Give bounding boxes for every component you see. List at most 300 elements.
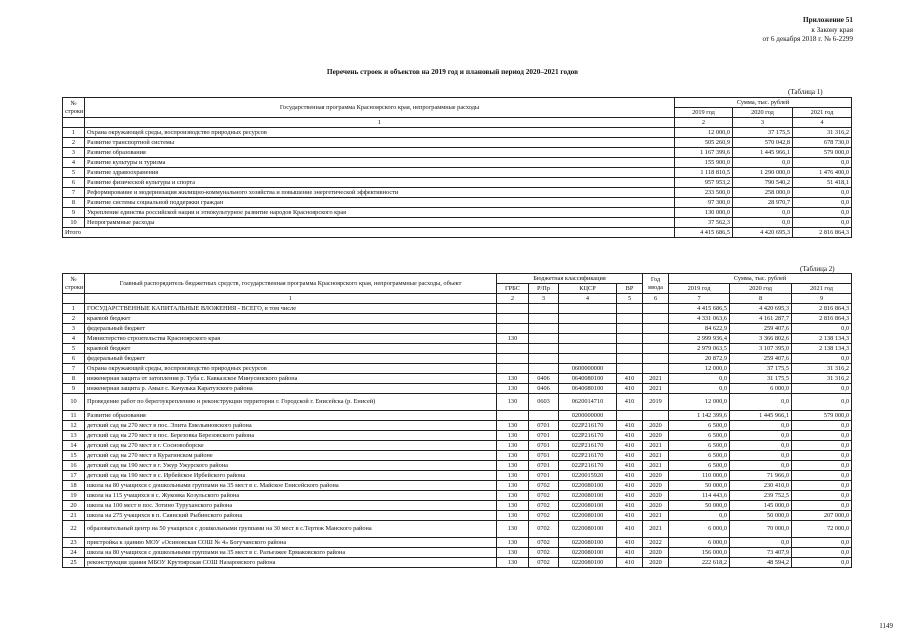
vr-code: 410	[617, 471, 643, 481]
table2-row	[63, 304, 852, 314]
row-number: 19	[63, 491, 85, 501]
row-name: детский сад на 190 мест в г. Ужур Ужурского района	[85, 461, 497, 471]
value-2019: 1 142 399,6	[669, 411, 730, 421]
value-2019: 1 167 399,6	[675, 148, 733, 158]
value-2019: 37 562,3	[675, 218, 733, 228]
value-2020: 0,0	[730, 538, 792, 548]
kcsr-code: 0220080100	[559, 481, 617, 491]
year-of-commission: 2020	[643, 481, 669, 491]
row-number: 6	[63, 354, 85, 364]
value-2021: 2 816 864,3	[792, 314, 852, 324]
kcsr-code: 022P216170	[559, 441, 617, 451]
value-2019: 97 300,0	[675, 198, 733, 208]
value-2020: 50 000,0	[730, 511, 792, 521]
table2-row	[63, 461, 852, 471]
row-name: Непрограммные расходы	[85, 218, 675, 228]
kcsr-code	[559, 344, 617, 354]
vr-code	[617, 304, 643, 314]
grbs-code: 130	[497, 491, 529, 501]
table2-row	[63, 421, 852, 431]
grbs-code: 130	[497, 441, 529, 451]
value-2020: 0,0	[730, 461, 792, 471]
table2-header-year: Год ввода	[643, 274, 669, 294]
row-name: Развитие образования	[85, 148, 675, 158]
value-2020: 259 407,6	[730, 324, 792, 334]
value-2019: 20 872,9	[669, 354, 730, 364]
row-number: 14	[63, 441, 85, 451]
rzpr-code	[529, 334, 559, 344]
value-2020: 1 445 966,1	[730, 411, 792, 421]
table2-header-2021: 2021 год	[792, 284, 852, 294]
row-number: 4	[63, 158, 85, 168]
rzpr-code: 0603	[529, 394, 559, 411]
row-name: детский сад на 270 мест в пос. Березовка Березовского района	[85, 431, 497, 441]
rzpr-code: 0406	[529, 384, 559, 394]
value-2019: 155 900,0	[675, 158, 733, 168]
year-of-commission: 2021	[643, 384, 669, 394]
row-name: федеральный бюджет	[85, 354, 497, 364]
value-2021: 0,0	[793, 198, 852, 208]
row-name: Министерство строительства Красноярского края	[85, 334, 497, 344]
value-2019: 6 500,0	[669, 431, 730, 441]
kcsr-code: 0620014710	[559, 394, 617, 411]
row-name: Укрепление единства российской нации и этнокультурное развитие народов Красноярского края	[85, 208, 675, 218]
kcsr-code: 0600000000	[559, 364, 617, 374]
table1-row	[63, 198, 852, 208]
value-2019: 114 443,6	[669, 491, 730, 501]
value-2020: 37 175,5	[730, 364, 792, 374]
table1-row	[63, 158, 852, 168]
row-number: 5	[63, 168, 85, 178]
kcsr-code	[559, 334, 617, 344]
rzpr-code: 0406	[529, 374, 559, 384]
value-2020: 4 161 287,7	[730, 314, 792, 324]
row-name: федеральный бюджет	[85, 324, 497, 334]
value-2021: 207 000,0	[792, 511, 852, 521]
value-2020: 31 175,5	[730, 374, 792, 384]
table2-colnum: 4	[559, 294, 617, 304]
row-number: 15	[63, 451, 85, 461]
grbs-code: 130	[497, 521, 529, 538]
value-2019: 50 000,0	[669, 501, 730, 511]
value-2019: 0,0	[669, 374, 730, 384]
vr-code: 410	[617, 441, 643, 451]
year-of-commission: 2021	[643, 451, 669, 461]
value-2020: 6 000,0	[730, 384, 792, 394]
row-name: Развитие системы социальной поддержки граждан	[85, 198, 675, 208]
table1-row	[63, 128, 852, 138]
year-of-commission	[643, 354, 669, 364]
value-2021: 579 000,0	[793, 148, 852, 158]
value-2021: 0,0	[792, 384, 852, 394]
value-2020: 37 175,5	[733, 128, 793, 138]
table2-header-sum: Сумма, тыс. рублей	[669, 274, 852, 284]
row-number: 17	[63, 471, 85, 481]
value-2019: 2 979 063,5	[669, 344, 730, 354]
row-number: 5	[63, 344, 85, 354]
appendix-label: Приложение 51	[803, 16, 853, 24]
row-name: школа на 80 учащихся с дошкольными группами на 35 мест в с. Майское Енисейского района	[85, 481, 497, 491]
table2-row	[63, 491, 852, 501]
year-of-commission	[643, 304, 669, 314]
table2-header-name: Главный распорядитель бюджетных средств, государственная программа Красноярского края, непрограммные расходы, объект	[85, 274, 497, 294]
table2-row	[63, 538, 852, 548]
grbs-code: 130	[497, 394, 529, 411]
year-of-commission	[643, 411, 669, 421]
value-2019: 12 000,0	[675, 128, 733, 138]
value-2020: 73 407,9	[730, 548, 792, 558]
grbs-code	[497, 411, 529, 421]
table2-header-rzpr: Р/Пр	[529, 284, 559, 294]
row-number: 23	[63, 538, 85, 548]
rzpr-code: 0701	[529, 451, 559, 461]
grbs-code: 130	[497, 374, 529, 384]
table2-row	[63, 364, 852, 374]
value-2021: 2 138 134,3	[792, 344, 852, 354]
grbs-code	[497, 314, 529, 324]
row-number: 4	[63, 334, 85, 344]
vr-code: 410	[617, 521, 643, 538]
table2-row	[63, 441, 852, 451]
table1	[62, 97, 852, 238]
value-2020: 3 107 395,0	[730, 344, 792, 354]
value-2020: 259 407,6	[730, 354, 792, 364]
value-2019: 6 000,0	[669, 521, 730, 538]
table2-colnum: 1	[85, 294, 497, 304]
value-2021: 31 316,2	[792, 364, 852, 374]
row-number: 20	[63, 501, 85, 511]
table2-row	[63, 334, 852, 344]
vr-code	[617, 334, 643, 344]
kcsr-code	[559, 314, 617, 324]
grbs-code: 130	[497, 481, 529, 491]
value-2021: 0,0	[792, 461, 852, 471]
grbs-code: 130	[497, 501, 529, 511]
year-of-commission: 2019	[643, 394, 669, 411]
vr-code: 410	[617, 374, 643, 384]
row-number: 24	[63, 548, 85, 558]
grbs-code	[497, 364, 529, 374]
row-number: 3	[63, 148, 85, 158]
value-2021: 0,0	[792, 451, 852, 461]
table2	[62, 273, 852, 568]
row-number: 8	[63, 198, 85, 208]
value-2021: 31 316,2	[793, 128, 852, 138]
row-name: Охрана окружающей среды, воспроизводство природных ресурсов	[85, 128, 675, 138]
value-2020: 48 594,2	[730, 558, 792, 568]
rzpr-code: 0701	[529, 461, 559, 471]
kcsr-code: 0220080100	[559, 538, 617, 548]
year-of-commission: 2020	[643, 471, 669, 481]
total-v3: 2 816 864,3	[793, 228, 852, 238]
row-number: 13	[63, 431, 85, 441]
vr-code	[617, 411, 643, 421]
row-number: 12	[63, 421, 85, 431]
table2-row	[63, 451, 852, 461]
year-of-commission	[643, 314, 669, 324]
table2-row	[63, 344, 852, 354]
row-name: краевой бюджет	[85, 314, 497, 324]
value-2021: 0,0	[793, 208, 852, 218]
table2-colnum: 2	[497, 294, 529, 304]
value-2020: 0,0	[730, 394, 792, 411]
table1-colnum: 2	[675, 118, 733, 128]
table1-header-2020: 2020 год	[733, 108, 793, 118]
row-name: Развитие культуры и туризма	[85, 158, 675, 168]
table1-row	[63, 148, 852, 158]
rzpr-code	[529, 344, 559, 354]
row-name: инженерная защита р. Амыл с. Качулька Каратузского района	[85, 384, 497, 394]
table2-header-grbs: ГРБС	[497, 284, 529, 294]
kcsr-code	[559, 354, 617, 364]
row-number: 22	[63, 521, 85, 538]
rzpr-code	[529, 314, 559, 324]
value-2019: 156 000,0	[669, 548, 730, 558]
vr-code: 410	[617, 384, 643, 394]
rzpr-code: 0702	[529, 501, 559, 511]
value-2019: 110 000,0	[669, 471, 730, 481]
year-of-commission: 2021	[643, 441, 669, 451]
value-2021: 0,0	[792, 324, 852, 334]
value-2021: 2 816 864,3	[792, 304, 852, 314]
value-2021: 579 000,0	[792, 411, 852, 421]
row-name: детский сад на 270 мест в пос. Элита Емельяновского района	[85, 421, 497, 431]
rzpr-code	[529, 324, 559, 334]
year-of-commission: 2020	[643, 548, 669, 558]
table1-row	[63, 208, 852, 218]
row-name: Развитие физической культуры и спорта	[85, 178, 675, 188]
value-2019: 84 622,9	[669, 324, 730, 334]
kcsr-code	[559, 324, 617, 334]
row-name: школа на 100 мест в пос. Зотино Туруханского района	[85, 501, 497, 511]
value-2019: 0,0	[669, 384, 730, 394]
kcsr-code: 0220080100	[559, 511, 617, 521]
value-2019: 0,0	[669, 511, 730, 521]
table2-row	[63, 471, 852, 481]
year-of-commission: 2021	[643, 521, 669, 538]
value-2020: 0,0	[730, 421, 792, 431]
table2-row	[63, 384, 852, 394]
value-2021: 0,0	[793, 158, 852, 168]
row-number: 1	[63, 304, 85, 314]
table2-header-2019: 2019 год	[669, 284, 730, 294]
rzpr-code	[529, 354, 559, 364]
grbs-code	[497, 344, 529, 354]
document-title: Перечень строек и объектов на 2019 год и плановый период 2020–2021 годов	[326, 67, 579, 76]
year-of-commission: 2020	[643, 491, 669, 501]
rzpr-code: 0701	[529, 421, 559, 431]
rzpr-code: 0701	[529, 471, 559, 481]
table2-row	[63, 501, 852, 511]
value-2021: 0,0	[792, 491, 852, 501]
year-of-commission: 2021	[643, 374, 669, 384]
row-number: 8	[63, 374, 85, 384]
year-of-commission: 2020	[643, 501, 669, 511]
value-2019: 12 000,0	[669, 394, 730, 411]
row-number: 7	[63, 364, 85, 374]
grbs-code: 130	[497, 461, 529, 471]
kcsr-code: 0220080100	[559, 558, 617, 568]
kcsr-code: 0220080100	[559, 521, 617, 538]
table2-colnum: 9	[792, 294, 852, 304]
kcsr-code: 0220015920	[559, 471, 617, 481]
value-2021: 0,0	[792, 354, 852, 364]
row-name: Развитие образования	[85, 411, 497, 421]
rzpr-code	[529, 411, 559, 421]
value-2020: 3 366 802,6	[730, 334, 792, 344]
kcsr-code: 0200000000	[559, 411, 617, 421]
vr-code: 410	[617, 481, 643, 491]
vr-code: 410	[617, 394, 643, 411]
year-of-commission: 2021	[643, 511, 669, 521]
table1-colnum: 1	[85, 118, 675, 128]
value-2021: 0,0	[792, 431, 852, 441]
table2-header-kcsr: КЦСР	[559, 284, 617, 294]
grbs-code: 130	[497, 548, 529, 558]
value-2021: 0,0	[792, 538, 852, 548]
table2-row	[63, 324, 852, 334]
table2-header-num: № строки	[63, 274, 85, 294]
vr-code: 410	[617, 538, 643, 548]
vr-code	[617, 314, 643, 324]
row-number: 1	[63, 128, 85, 138]
value-2020: 0,0	[730, 441, 792, 451]
value-2021: 0,0	[792, 501, 852, 511]
year-of-commission: 2021	[643, 461, 669, 471]
row-name: детский сад на 190 мест в с. Ирбейское Ирбейского района	[85, 471, 497, 481]
grbs-code: 130	[497, 538, 529, 548]
row-number: 6	[63, 178, 85, 188]
grbs-code: 130	[497, 558, 529, 568]
row-name: ГОСУДАРСТВЕННЫЕ КАПИТАЛЬНЫЕ ВЛОЖЕНИЯ - ВСЕГО, в том числе	[85, 304, 497, 314]
table1-header-num: № строки	[63, 98, 85, 118]
grbs-code: 130	[497, 511, 529, 521]
table1-colnum: 3	[733, 118, 793, 128]
rzpr-code: 0702	[529, 491, 559, 501]
table2-row	[63, 314, 852, 324]
table2-colnum: 5	[617, 294, 643, 304]
table1-row	[63, 138, 852, 148]
row-number: 3	[63, 324, 85, 334]
value-2021: 0,0	[792, 481, 852, 491]
table2-row	[63, 374, 852, 384]
row-name: школа на 275 учащихся в п. Саянский Рыбинского района	[85, 511, 497, 521]
table2-colnum	[63, 294, 85, 304]
value-2019: 6 500,0	[669, 461, 730, 471]
rzpr-code: 0702	[529, 538, 559, 548]
value-2019: 233 500,0	[675, 188, 733, 198]
row-name: школа на 115 учащихся в с. Жуковка Козульского района	[85, 491, 497, 501]
table1-row	[63, 178, 852, 188]
rzpr-code: 0702	[529, 548, 559, 558]
table1-row	[63, 218, 852, 228]
total-v2: 4 420 695,3	[733, 228, 793, 238]
value-2019: 6 500,0	[669, 441, 730, 451]
kcsr-code: 022P216170	[559, 461, 617, 471]
row-name: Развитие здравоохранения	[85, 168, 675, 178]
table2-colnum: 6	[643, 294, 669, 304]
value-2021: 0,0	[792, 558, 852, 568]
table1-colnum: 4	[793, 118, 852, 128]
kcsr-code: 0220080100	[559, 491, 617, 501]
table1-header-2021: 2021 год	[793, 108, 852, 118]
table1-label: (Таблица 1)	[788, 88, 823, 96]
row-number: 7	[63, 188, 85, 198]
kcsr-code: 0640080100	[559, 374, 617, 384]
rzpr-code: 0702	[529, 481, 559, 491]
value-2020: 1 445 966,1	[733, 148, 793, 158]
grbs-code: 130	[497, 384, 529, 394]
table2-row	[63, 481, 852, 491]
vr-code: 410	[617, 491, 643, 501]
row-number: 16	[63, 461, 85, 471]
value-2019: 1 118 810,5	[675, 168, 733, 178]
table2-label: (Таблица 2)	[800, 265, 835, 273]
value-2020: 790 540,2	[733, 178, 793, 188]
table1-total-row	[63, 228, 852, 238]
value-2021: 0,0	[793, 188, 852, 198]
document-header	[762, 16, 853, 45]
row-name: пристройка к зданию МОУ «Осиновская СОШ № 4» Богучанского района	[85, 538, 497, 548]
kcsr-code: 0640080100	[559, 384, 617, 394]
vr-code	[617, 324, 643, 334]
kcsr-code: 022P216170	[559, 431, 617, 441]
value-2020: 145 000,0	[730, 501, 792, 511]
grbs-code	[497, 304, 529, 314]
table2-colnum: 8	[730, 294, 792, 304]
law-label: к Закону края	[811, 25, 853, 34]
vr-code: 410	[617, 511, 643, 521]
value-2021: 0,0	[792, 548, 852, 558]
row-name: школа на 80 учащихся с дошкольными группами на 35 мест в с. Разъезжее Ермаковского района	[85, 548, 497, 558]
year-of-commission: 2020	[643, 558, 669, 568]
value-2019: 4 331 063,6	[669, 314, 730, 324]
table1-header-sum: Сумма, тыс. рублей	[675, 98, 852, 108]
grbs-code	[497, 354, 529, 364]
row-name: краевой бюджет	[85, 344, 497, 354]
value-2020: 70 000,0	[730, 521, 792, 538]
value-2020: 0,0	[733, 208, 793, 218]
value-2020: 239 752,5	[730, 491, 792, 501]
kcsr-code: 022P216170	[559, 451, 617, 461]
value-2019: 505 260,9	[675, 138, 733, 148]
value-2020: 0,0	[733, 158, 793, 168]
value-2019: 6 500,0	[669, 421, 730, 431]
value-2021: 0,0	[792, 471, 852, 481]
grbs-code: 130	[497, 421, 529, 431]
vr-code	[617, 344, 643, 354]
year-of-commission	[643, 344, 669, 354]
row-number: 11	[63, 411, 85, 421]
table1-header-name: Государственная программа Красноярского края, непрограммные расходы	[85, 98, 675, 118]
value-2019: 222 618,2	[669, 558, 730, 568]
value-2019: 4 415 686,5	[669, 304, 730, 314]
row-number: 10	[63, 218, 85, 228]
row-name: Реформирование и модернизация жилищно-коммунального хозяйства и повышение энергетической эффективности	[85, 188, 675, 198]
value-2020: 0,0	[730, 451, 792, 461]
table2-header-2020: 2020 год	[730, 284, 792, 294]
value-2021: 0,0	[792, 441, 852, 451]
value-2019: 2 999 936,4	[669, 334, 730, 344]
year-of-commission	[643, 334, 669, 344]
table2-row	[63, 521, 852, 538]
total-v1: 4 415 686,5	[675, 228, 733, 238]
year-of-commission: 2022	[643, 538, 669, 548]
rzpr-code: 0701	[529, 431, 559, 441]
value-2020: 0,0	[730, 431, 792, 441]
value-2019: 50 000,0	[669, 481, 730, 491]
row-name: детский сад на 270 мест в Курагинском районе	[85, 451, 497, 461]
